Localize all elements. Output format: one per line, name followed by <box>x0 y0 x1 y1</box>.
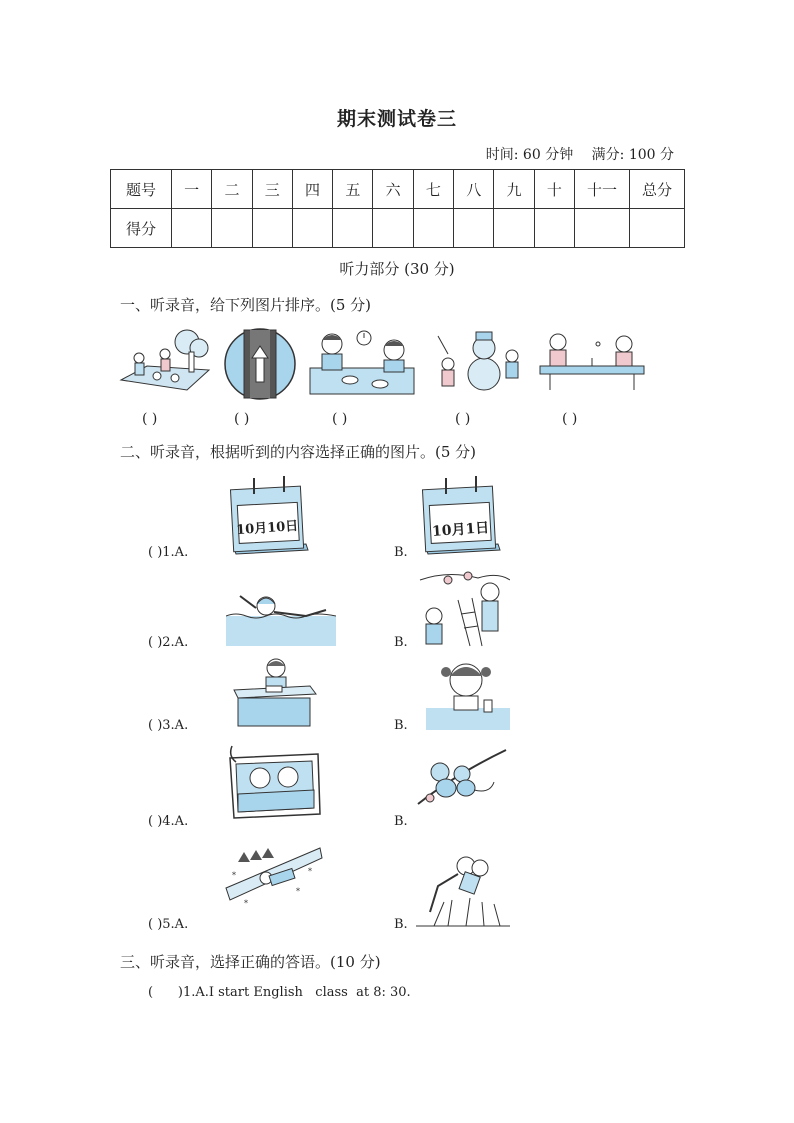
q2-item3-number[interactable]: ( )3.A. <box>148 718 189 733</box>
score-cell[interactable] <box>454 209 494 248</box>
snowman-picture <box>432 326 528 396</box>
boys-eating-picture <box>306 328 418 398</box>
q2-item1-option-b[interactable]: B. <box>394 545 408 560</box>
col-8: 八 <box>454 170 494 209</box>
col-10: 十 <box>534 170 574 209</box>
score-cell[interactable] <box>575 209 630 248</box>
q1-blank-2[interactable]: ( ) <box>234 411 250 427</box>
col-3: 三 <box>252 170 292 209</box>
svg-text:*: * <box>296 887 300 896</box>
score-cell[interactable] <box>172 209 212 248</box>
q1-blank-3[interactable]: ( ) <box>332 411 348 427</box>
girl-eating-picture <box>426 656 510 730</box>
score-table <box>110 169 685 248</box>
score-cell[interactable] <box>252 209 292 248</box>
col-1: 一 <box>172 170 212 209</box>
q2-item1-number[interactable]: ( )1.A. <box>148 545 189 560</box>
listening-section-title: 听力部分 (30 分) <box>339 260 455 278</box>
girl-at-desk-picture <box>232 656 318 728</box>
score-cell[interactable] <box>292 209 332 248</box>
q2-item5-option-b[interactable]: B. <box>394 917 408 932</box>
score-cell[interactable] <box>494 209 534 248</box>
monkeys-picture <box>416 744 508 810</box>
row-label: 得分 <box>111 209 172 248</box>
col-4: 四 <box>292 170 332 209</box>
sledding-in-snow-picture <box>224 844 324 910</box>
q1-blank-4[interactable]: ( ) <box>455 411 471 427</box>
picking-apples-picture <box>418 570 510 648</box>
q1-title: 一、听录音，给下列图片排序。(5 分) <box>120 296 372 314</box>
page-title: 期末测试卷三 <box>336 108 457 130</box>
score-cell[interactable] <box>534 209 574 248</box>
picking-flowers-picture <box>414 852 512 928</box>
time-info <box>482 144 674 164</box>
q2-item4-number[interactable]: ( )4.A. <box>148 814 189 829</box>
calendar-a-label: 10月10日 <box>235 518 299 539</box>
score-cell[interactable] <box>413 209 453 248</box>
cats-photo-picture <box>226 744 322 820</box>
q2-item2-number[interactable]: ( )2.A. <box>148 635 189 650</box>
picnic-scene-picture <box>117 328 213 394</box>
svg-text:*: * <box>244 899 248 908</box>
col-11: 十一 <box>575 170 630 209</box>
col-5: 五 <box>333 170 373 209</box>
q2-item2-option-b[interactable]: B. <box>394 635 408 650</box>
q3-item1[interactable]: ( )1.A.I start English class at 8: 30. <box>148 985 411 1000</box>
svg-text:*: * <box>232 871 236 880</box>
svg-text:*: * <box>308 867 312 876</box>
full-score: 满分: 100 分 <box>591 147 674 163</box>
q2-title: 二、听录音，根据听到的内容选择正确的图片。(5 分) <box>120 443 477 461</box>
q2-item3-option-b[interactable]: B. <box>394 718 408 733</box>
col-9: 九 <box>494 170 534 209</box>
score-cell[interactable] <box>212 209 252 248</box>
time-limit: 时间: 60 分钟 <box>485 147 574 163</box>
col-total: 总分 <box>630 170 685 209</box>
score-cell[interactable] <box>630 209 685 248</box>
table-tennis-picture <box>536 330 648 392</box>
calendar-oct-1-picture <box>418 474 502 556</box>
score-cell[interactable] <box>373 209 413 248</box>
one-way-sign-picture <box>222 326 298 402</box>
col-6: 六 <box>373 170 413 209</box>
col-2: 二 <box>212 170 252 209</box>
q1-blank-1[interactable]: ( ) <box>142 411 158 427</box>
q1-blank-5[interactable]: ( ) <box>562 411 578 427</box>
score-cell[interactable] <box>333 209 373 248</box>
q2-item5-number[interactable]: ( )5.A. <box>148 917 189 932</box>
score-table-score-row <box>111 209 685 248</box>
q3-title: 三、听录音，选择正确的答语。(10 分) <box>120 953 381 971</box>
score-table-header-row <box>111 170 685 209</box>
header-label: 题号 <box>111 170 172 209</box>
q2-item4-option-b[interactable]: B. <box>394 814 408 829</box>
swimming-picture <box>226 586 336 648</box>
calendar-b-label: 10月1日 <box>431 520 490 540</box>
col-7: 七 <box>413 170 453 209</box>
